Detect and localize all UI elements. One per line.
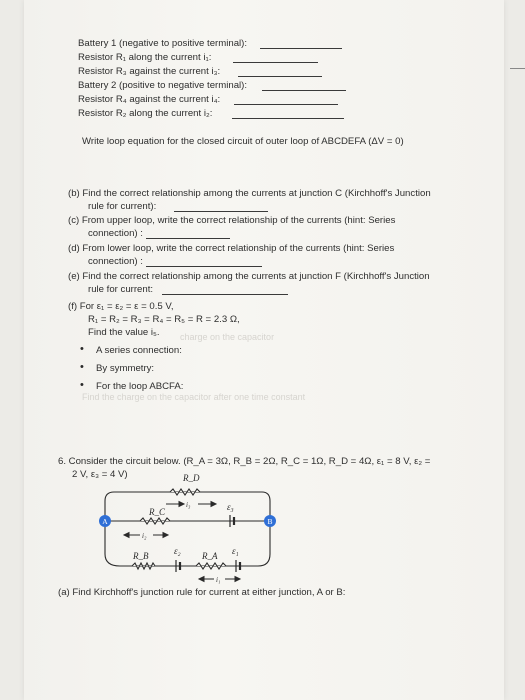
resistor3-item: Resistor R₃ against the current i₃:	[78, 66, 221, 77]
bullet-loop: For the loop ABCFA:	[96, 381, 184, 392]
resistor1-item: Resistor R₁ along the current i₁:	[78, 52, 212, 63]
resistor4-item: Resistor R₄ against the current i₄:	[78, 94, 221, 105]
ra-label: R_A	[202, 551, 218, 561]
node-b-label: B	[267, 517, 273, 526]
part-b-line1: (b) Find the correct relationship among the currents at junction C (Kirchhoff's Junction	[68, 188, 431, 199]
e1-label: ε₁	[232, 546, 239, 556]
i1-label: i₁	[216, 576, 221, 584]
rd-label: R_D	[183, 473, 200, 483]
resistor2-item: Resistor R₂ along the current i₂:	[78, 108, 213, 119]
bullet-series: A series connection:	[96, 345, 182, 356]
bullet-symmetry: By symmetry:	[96, 363, 155, 374]
part-f-line1: (f) For ε₁ = ε₂ = ε = 0.5 V,	[68, 301, 174, 312]
battery1-item: Battery 1 (negative to positive terminal):	[78, 38, 248, 49]
problem6-part-a: (a) Find Kirchhoff's junction rule for current at either junction, A or B:	[58, 587, 346, 598]
bleed-through-text-2: Find the charge on the capacitor after one time constant	[82, 392, 306, 402]
e3-label: ε₃	[227, 502, 234, 512]
part-b-line2: rule for current):	[88, 201, 157, 212]
i3-label: i₃	[186, 501, 191, 509]
node-a-label: A	[102, 517, 108, 526]
bullet-dot: •	[80, 361, 84, 373]
bullet-dot: •	[80, 379, 84, 391]
part-d-line2: connection) :	[88, 256, 143, 267]
part-e-line1: (e) Find the correct relationship among the currents at junction F (Kirchhoff's Junction	[68, 271, 430, 282]
part-d-line1: (d) From lower loop, write the correct relationship of the currents (hint: Series	[68, 243, 395, 254]
part-c-line2: connection) :	[88, 228, 143, 239]
part-c-line1: (c) From upper loop, write the correct relationship of the currents (hint: Series	[68, 215, 396, 226]
part-f-line3: Find the value i₅.	[88, 327, 160, 338]
part-e-line2: rule for current:	[88, 284, 154, 295]
battery2-item: Battery 2 (positive to negative terminal):	[78, 80, 248, 91]
rc-label: R_C	[149, 507, 166, 517]
rb-label: R_B	[133, 551, 149, 561]
bleed-through-text-1: charge on the capacitor	[180, 332, 275, 342]
problem6-line1: 6. Consider the circuit below. (R_A = 3Ω, R_B = 2Ω, R_C = 1Ω, R_D = 4Ω, ε₁ = 8 V, ε₂ =	[58, 456, 431, 467]
part-f-line2: R₁ = R₂ = R₃ = R₄ = R₅ = R = 2.3 Ω,	[88, 314, 240, 325]
bullet-dot: •	[80, 343, 84, 355]
loop-equation-prompt: Write loop equation for the closed circuit of outer loop of ABCDEFA (ΔV = 0)	[82, 136, 404, 147]
i2-label: i₂	[142, 532, 147, 540]
problem6-line2: 2 V, ε₃ = 4 V)	[72, 469, 128, 480]
e2-label: ε₂	[174, 546, 181, 556]
